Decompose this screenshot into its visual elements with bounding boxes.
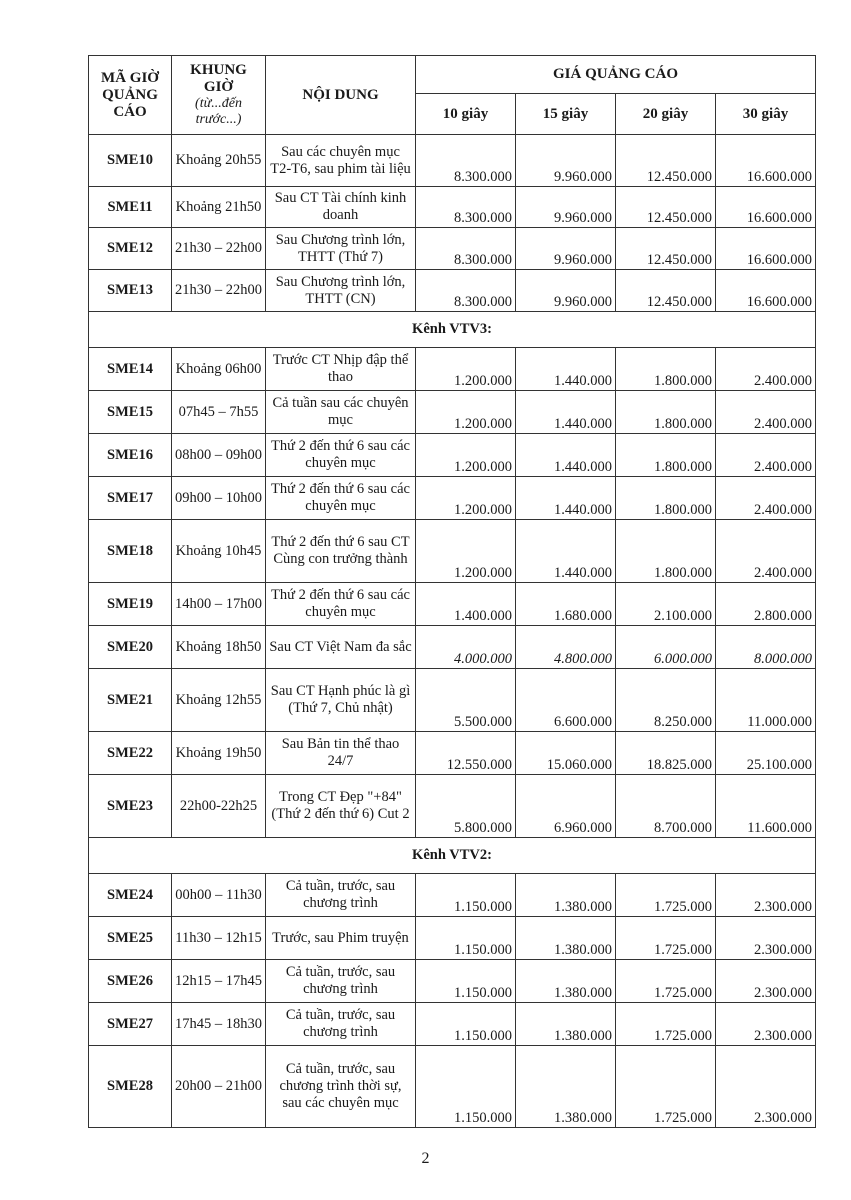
cell-code: SME10 xyxy=(89,135,172,187)
cell-content: Cả tuần, trước, sau chương trình thời sự, sau các chuyên mục xyxy=(266,1046,416,1128)
cell-content: Trước, sau Phim truyện xyxy=(266,917,416,960)
cell-price-20s: 1.800.000 xyxy=(616,477,716,520)
section-title-vtv3: Kênh VTV3: xyxy=(89,312,816,348)
cell-price-30s: 2.800.000 xyxy=(716,583,816,626)
cell-price-15s: 1.380.000 xyxy=(516,917,616,960)
table-row xyxy=(89,874,816,917)
cell-code: SME19 xyxy=(89,583,172,626)
header-slot xyxy=(172,56,266,135)
cell-time: 12h15 – 17h45 xyxy=(172,960,266,1003)
cell-code: SME14 xyxy=(89,348,172,391)
cell-price-15s: 1.440.000 xyxy=(516,477,616,520)
cell-code: SME24 xyxy=(89,874,172,917)
cell-price-15s: 1.440.000 xyxy=(516,391,616,434)
cell-price-30s: 2.300.000 xyxy=(716,1003,816,1046)
cell-price-20s: 1.800.000 xyxy=(616,434,716,477)
cell-code: SME26 xyxy=(89,960,172,1003)
cell-price-30s: 8.000.000 xyxy=(716,626,816,669)
cell-price-30s: 2.400.000 xyxy=(716,434,816,477)
cell-time: 14h00 – 17h00 xyxy=(172,583,266,626)
header-20s: 20 giây xyxy=(616,94,716,135)
cell-price-30s: 16.600.000 xyxy=(716,135,816,187)
cell-time: Khoảng 18h50 xyxy=(172,626,266,669)
cell-price-15s: 9.960.000 xyxy=(516,187,616,228)
cell-code: SME15 xyxy=(89,391,172,434)
cell-content: Thứ 2 đến thứ 6 sau các chuyên mục xyxy=(266,583,416,626)
cell-code: SME13 xyxy=(89,270,172,312)
cell-content: Sau các chuyên mục T2-T6, sau phim tài liệu xyxy=(266,135,416,187)
cell-price-10s: 1.200.000 xyxy=(416,434,516,477)
cell-price-30s: 16.600.000 xyxy=(716,228,816,270)
cell-content: Sau CT Hạnh phúc là gì (Thứ 7, Chủ nhật) xyxy=(266,669,416,732)
cell-code: SME12 xyxy=(89,228,172,270)
cell-time: 09h00 – 10h00 xyxy=(172,477,266,520)
cell-time: Khoảng 21h50 xyxy=(172,187,266,228)
cell-price-10s: 5.500.000 xyxy=(416,669,516,732)
cell-content: Thứ 2 đến thứ 6 sau các chuyên mục xyxy=(266,477,416,520)
cell-price-15s: 1.440.000 xyxy=(516,434,616,477)
cell-price-15s: 1.380.000 xyxy=(516,1046,616,1128)
cell-time: 17h45 – 18h30 xyxy=(172,1003,266,1046)
header-code: MÃ GIỜ QUẢNG CÁO xyxy=(89,56,172,135)
cell-content: Sau Chương trình lớn, THTT (Thứ 7) xyxy=(266,228,416,270)
cell-price-10s: 1.200.000 xyxy=(416,520,516,583)
table-row xyxy=(89,732,816,775)
cell-price-10s: 8.300.000 xyxy=(416,187,516,228)
cell-price-15s: 1.440.000 xyxy=(516,348,616,391)
cell-price-20s: 1.800.000 xyxy=(616,391,716,434)
cell-price-10s: 1.150.000 xyxy=(416,917,516,960)
header-30s: 30 giây xyxy=(716,94,816,135)
cell-price-20s: 1.725.000 xyxy=(616,960,716,1003)
cell-content: Sau Bản tin thể thao 24/7 xyxy=(266,732,416,775)
section-row xyxy=(89,838,816,874)
cell-price-15s: 1.440.000 xyxy=(516,520,616,583)
cell-price-10s: 4.000.000 xyxy=(416,626,516,669)
table-row xyxy=(89,669,816,732)
cell-time: Khoảng 12h55 xyxy=(172,669,266,732)
cell-code: SME28 xyxy=(89,1046,172,1128)
cell-content: Sau CT Tài chính kinh doanh xyxy=(266,187,416,228)
cell-price-15s: 9.960.000 xyxy=(516,228,616,270)
cell-price-10s: 1.200.000 xyxy=(416,477,516,520)
table-row xyxy=(89,391,816,434)
cell-price-10s: 12.550.000 xyxy=(416,732,516,775)
table-row xyxy=(89,1003,816,1046)
table-row xyxy=(89,348,816,391)
cell-time: Khoảng 19h50 xyxy=(172,732,266,775)
cell-price-20s: 1.800.000 xyxy=(616,520,716,583)
cell-price-15s: 1.380.000 xyxy=(516,960,616,1003)
cell-price-15s: 4.800.000 xyxy=(516,626,616,669)
section-title-vtv2: Kênh VTV2: xyxy=(89,838,816,874)
cell-code: SME21 xyxy=(89,669,172,732)
header-10s: 10 giây xyxy=(416,94,516,135)
cell-time: Khoảng 20h55 xyxy=(172,135,266,187)
cell-price-20s: 12.450.000 xyxy=(616,270,716,312)
cell-content: Thứ 2 đến thứ 6 sau các chuyên mục xyxy=(266,434,416,477)
header-price-group: GIÁ QUẢNG CÁO xyxy=(416,56,816,94)
cell-price-10s: 1.400.000 xyxy=(416,583,516,626)
cell-time: 22h00-22h25 xyxy=(172,775,266,838)
cell-price-30s: 2.400.000 xyxy=(716,477,816,520)
section-row xyxy=(89,312,816,348)
table-row xyxy=(89,477,816,520)
table-row xyxy=(89,960,816,1003)
cell-price-30s: 16.600.000 xyxy=(716,270,816,312)
cell-price-10s: 1.150.000 xyxy=(416,1003,516,1046)
cell-price-15s: 1.380.000 xyxy=(516,1003,616,1046)
table-row xyxy=(89,135,816,187)
cell-price-15s: 9.960.000 xyxy=(516,135,616,187)
header-15s: 15 giây xyxy=(516,94,616,135)
cell-code: SME18 xyxy=(89,520,172,583)
cell-price-10s: 8.300.000 xyxy=(416,270,516,312)
table-row xyxy=(89,228,816,270)
cell-time: 20h00 – 21h00 xyxy=(172,1046,266,1128)
cell-time: 21h30 – 22h00 xyxy=(172,270,266,312)
cell-price-20s: 18.825.000 xyxy=(616,732,716,775)
cell-code: SME27 xyxy=(89,1003,172,1046)
cell-time: 21h30 – 22h00 xyxy=(172,228,266,270)
cell-code: SME25 xyxy=(89,917,172,960)
cell-time: Khoảng 06h00 xyxy=(172,348,266,391)
cell-price-30s: 2.400.000 xyxy=(716,391,816,434)
cell-price-20s: 12.450.000 xyxy=(616,187,716,228)
cell-content: Cả tuần, trước, sau chương trình xyxy=(266,1003,416,1046)
cell-time: 08h00 – 09h00 xyxy=(172,434,266,477)
cell-price-30s: 2.300.000 xyxy=(716,917,816,960)
cell-code: SME16 xyxy=(89,434,172,477)
cell-price-30s: 11.600.000 xyxy=(716,775,816,838)
cell-price-15s: 9.960.000 xyxy=(516,270,616,312)
cell-time: 11h30 – 12h15 xyxy=(172,917,266,960)
cell-price-15s: 1.380.000 xyxy=(516,874,616,917)
cell-content: Thứ 2 đến thứ 6 sau CT Cùng con trưởng thành xyxy=(266,520,416,583)
cell-price-20s: 2.100.000 xyxy=(616,583,716,626)
cell-price-10s: 8.300.000 xyxy=(416,228,516,270)
cell-price-20s: 1.725.000 xyxy=(616,917,716,960)
cell-content: Cả tuần, trước, sau chương trình xyxy=(266,874,416,917)
cell-price-15s: 15.060.000 xyxy=(516,732,616,775)
ad-rate-table xyxy=(88,55,816,1128)
cell-price-20s: 8.250.000 xyxy=(616,669,716,732)
cell-time: Khoảng 10h45 xyxy=(172,520,266,583)
cell-price-30s: 2.300.000 xyxy=(716,874,816,917)
cell-time: 00h00 – 11h30 xyxy=(172,874,266,917)
cell-price-20s: 1.725.000 xyxy=(616,1003,716,1046)
cell-price-20s: 12.450.000 xyxy=(616,135,716,187)
cell-content: Sau Chương trình lớn, THTT (CN) xyxy=(266,270,416,312)
cell-price-30s: 2.300.000 xyxy=(716,960,816,1003)
cell-price-10s: 1.150.000 xyxy=(416,960,516,1003)
cell-price-15s: 6.600.000 xyxy=(516,669,616,732)
header-slot-label: KHUNG GIỜ xyxy=(190,62,247,95)
cell-code: SME23 xyxy=(89,775,172,838)
table-row xyxy=(89,187,816,228)
table-row xyxy=(89,270,816,312)
cell-code: SME17 xyxy=(89,477,172,520)
cell-price-20s: 1.725.000 xyxy=(616,1046,716,1128)
table-row xyxy=(89,917,816,960)
cell-price-30s: 2.400.000 xyxy=(716,348,816,391)
cell-price-30s: 11.000.000 xyxy=(716,669,816,732)
table-row xyxy=(89,583,816,626)
header-slot-hint: (từ...đến trước...) xyxy=(195,96,242,127)
cell-content: Sau CT Việt Nam đa sắc xyxy=(266,626,416,669)
cell-price-20s: 12.450.000 xyxy=(616,228,716,270)
cell-price-10s: 8.300.000 xyxy=(416,135,516,187)
cell-price-10s: 5.800.000 xyxy=(416,775,516,838)
cell-content: Cả tuần, trước, sau chương trình xyxy=(266,960,416,1003)
cell-price-15s: 6.960.000 xyxy=(516,775,616,838)
cell-price-20s: 1.725.000 xyxy=(616,874,716,917)
cell-time: 07h45 – 7h55 xyxy=(172,391,266,434)
cell-price-30s: 25.100.000 xyxy=(716,732,816,775)
cell-price-20s: 6.000.000 xyxy=(616,626,716,669)
table-row xyxy=(89,520,816,583)
header-content: NỘI DUNG xyxy=(266,56,416,135)
cell-content: Cả tuần sau các chuyên mục xyxy=(266,391,416,434)
cell-code: SME22 xyxy=(89,732,172,775)
cell-price-10s: 1.150.000 xyxy=(416,874,516,917)
table-row xyxy=(89,434,816,477)
cell-price-20s: 1.800.000 xyxy=(616,348,716,391)
cell-price-10s: 1.200.000 xyxy=(416,348,516,391)
table-row xyxy=(89,775,816,838)
table-row xyxy=(89,1046,816,1128)
cell-price-10s: 1.200.000 xyxy=(416,391,516,434)
cell-price-20s: 8.700.000 xyxy=(616,775,716,838)
page-number: 2 xyxy=(421,1150,430,1167)
cell-price-15s: 1.680.000 xyxy=(516,583,616,626)
cell-price-10s: 1.150.000 xyxy=(416,1046,516,1128)
cell-code: SME20 xyxy=(89,626,172,669)
cell-content: Trước CT Nhịp đập thể thao xyxy=(266,348,416,391)
cell-price-30s: 2.300.000 xyxy=(716,1046,816,1128)
table-row xyxy=(89,626,816,669)
cell-content: Trong CT Đẹp "+84" (Thứ 2 đến thứ 6) Cut 2 xyxy=(266,775,416,838)
cell-code: SME11 xyxy=(89,187,172,228)
cell-price-30s: 16.600.000 xyxy=(716,187,816,228)
cell-price-30s: 2.400.000 xyxy=(716,520,816,583)
